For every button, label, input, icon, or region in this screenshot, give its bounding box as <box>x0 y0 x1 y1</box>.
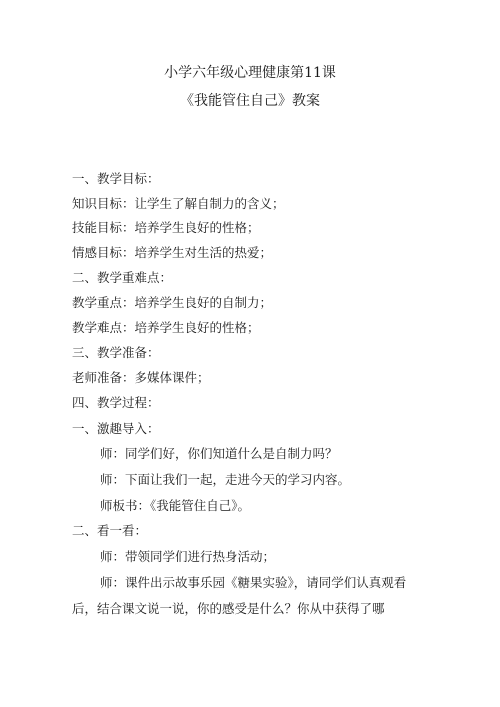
section-heading: 一、教学目标： <box>72 171 160 186</box>
document-subtitle: 《我能管住自己》教案 <box>180 93 320 109</box>
text-line: 教学难点：培养学生良好的性格； <box>72 320 260 335</box>
section-heading: 三、教学准备： <box>72 345 160 360</box>
text-line: 教学重点：培养学生良好的自制力； <box>72 295 273 310</box>
section-heading: 一、激趣导入： <box>72 421 160 436</box>
text-line: 知识目标：让学生了解自制力的含义； <box>72 196 285 211</box>
text-line: 师板书：《我能管住自己》。 <box>100 498 251 513</box>
section-heading: 四、教学过程： <box>72 395 160 410</box>
document-title: 小学六年级心理健康第11课 <box>164 65 336 81</box>
text-line: 情感目标：培养学生对生活的热爱； <box>72 245 273 260</box>
text-line: 老师准备：多媒体课件； <box>72 370 210 385</box>
text-line: 师：课件出示故事乐园《糖果实验》，请同学们认真观看 <box>100 575 407 590</box>
text-line: 技能目标：培养学生良好的性格； <box>72 220 260 235</box>
section-heading: 二、教学重难点： <box>72 270 173 285</box>
text-line: 师：同学们好，你们知道什么是自制力吗？ <box>100 446 338 461</box>
text-line: 师：带领同学们进行热身活动； <box>100 549 276 564</box>
section-heading: 二、看一看： <box>72 523 148 538</box>
text-line: 师：下面让我们一起，走进今天的学习内容。 <box>100 472 351 487</box>
text-line: 后，结合课文说一说，你的感受是什么？你从中获得了哪 <box>72 601 385 616</box>
